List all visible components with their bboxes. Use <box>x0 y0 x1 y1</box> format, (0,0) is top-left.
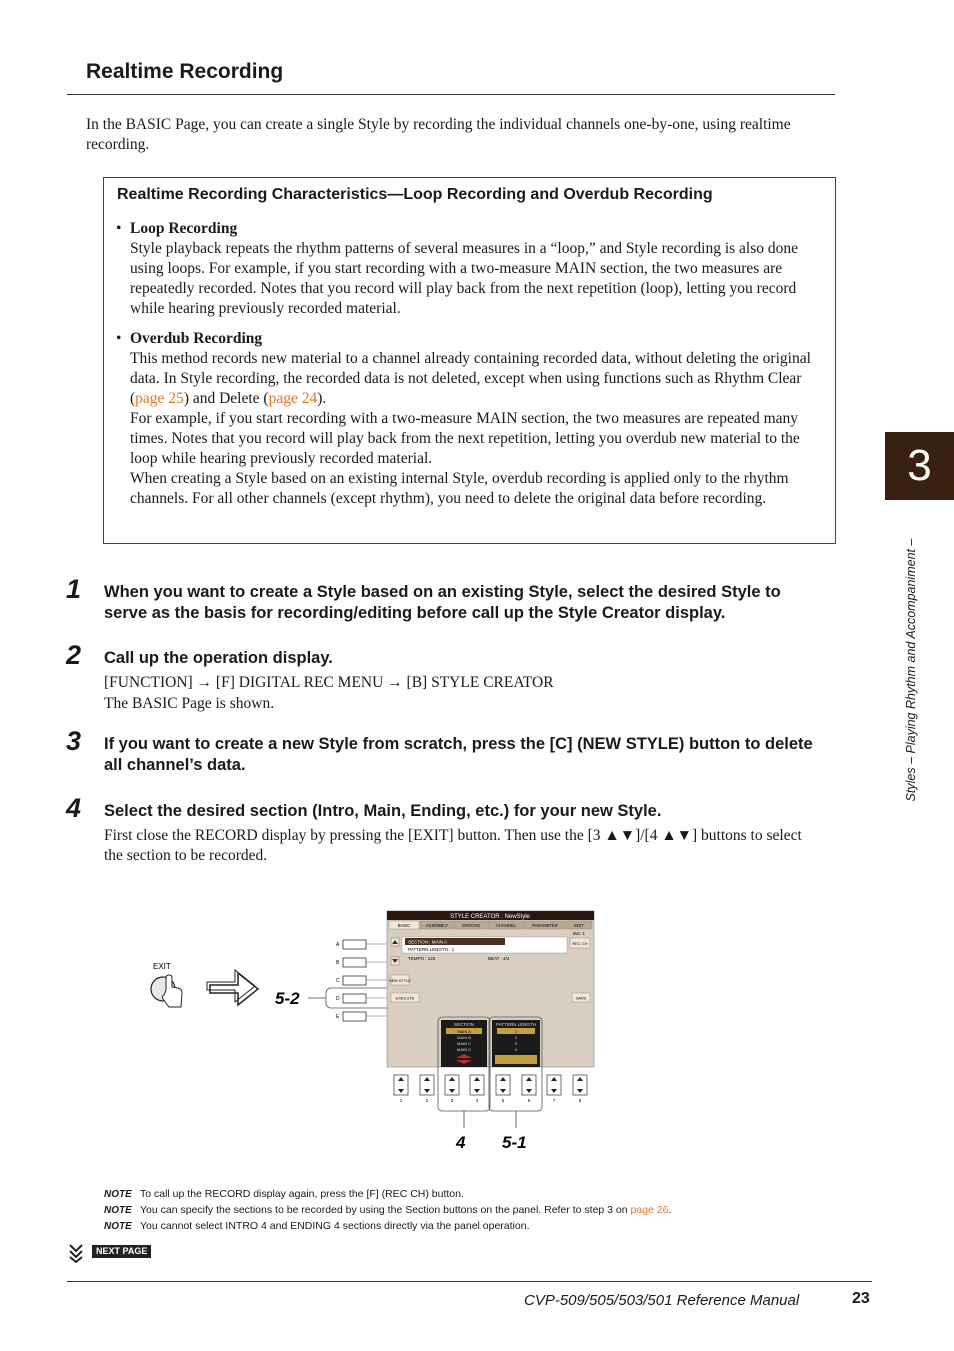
step-4-heading: Select the desired section (Intro, Main, Ending, etc.) for your new Style. <box>104 802 662 820</box>
chapter-tab: 3 <box>885 432 954 500</box>
overdub-recording-text-3: When creating a Style based on an existing internal Style, overdub recording is applied only to the rhythm channels. For all other channels (except rhythm), you need to delete the original data before recording. <box>130 470 789 507</box>
step-1-heading: When you want to create a Style based on an existing Style, select the desired Style to serve as the basis for recording/editing before call up the Style Creator display. <box>104 583 781 622</box>
characteristics-box <box>103 177 836 544</box>
svg-text:MAIN B: MAIN B <box>457 1035 471 1040</box>
button-8[interactable] <box>573 1075 587 1095</box>
svg-text:REC CH: REC CH <box>572 941 588 946</box>
bullet-mark: • <box>116 330 122 347</box>
loop-recording-heading: Loop Recording <box>130 220 238 237</box>
svg-text:1: 1 <box>514 1029 518 1034</box>
step-3-heading: If you want to create a new Style from scratch, press the [C] (NEW STYLE) button to delete all channel’s data. <box>104 735 813 774</box>
step-1-number: 1 <box>66 574 82 604</box>
svg-text:5: 5 <box>501 1098 505 1103</box>
svg-text:3: 3 <box>450 1098 454 1103</box>
button-7[interactable] <box>547 1075 561 1095</box>
callout-4: 4 <box>456 1133 466 1152</box>
svg-text:EXECUTE: EXECUTE <box>395 995 415 1001</box>
button-c[interactable] <box>343 976 366 985</box>
svg-text:NEW STYLE: NEW STYLE <box>389 979 411 983</box>
svg-text:E: E <box>336 1014 340 1020</box>
svg-text:4: 4 <box>514 1047 518 1052</box>
intro-paragraph: In the BASIC Page, you can create a single Style by recording the individual channels one-by-one, using realtime recording. <box>86 116 791 153</box>
step-4-number: 4 <box>66 793 82 823</box>
note-3: You cannot select INTRO 4 and ENDING 4 sections directly via the panel operation. <box>140 1220 530 1232</box>
pattern-row[interactable]: PATTERN LENGTH : 1 <box>408 947 455 952</box>
button-d[interactable] <box>343 994 366 1003</box>
svg-text:D: D <box>336 996 340 1002</box>
bar-indicator: Bar: 1 <box>572 931 585 936</box>
svg-text:C: C <box>336 978 340 984</box>
svg-text:3: 3 <box>514 1041 518 1046</box>
svg-text:PARAMETER: PARAMETER <box>532 923 558 928</box>
svg-text:ASSEMBLY: ASSEMBLY <box>425 923 449 928</box>
step-2-result: The BASIC Page is shown. <box>104 695 275 712</box>
svg-text:4: 4 <box>475 1098 479 1103</box>
note-label-1: NOTE <box>104 1189 132 1200</box>
button-e[interactable] <box>343 1012 366 1021</box>
button-5[interactable] <box>496 1075 510 1095</box>
svg-text:8: 8 <box>578 1098 582 1103</box>
svg-text:EDIT: EDIT <box>574 923 584 928</box>
note-label-2: NOTE <box>104 1205 132 1216</box>
overdub-recording-text-2: For example, if you start recording with a two-measure MAIN section, the two measures are repeated many times. Notes that you record will play back from the next repetition, letting you overdub new material to the loop while hearing previously recorded material. <box>130 410 800 467</box>
svg-text:SECTION: SECTION <box>453 1022 475 1027</box>
left-button-column <box>336 940 387 1021</box>
svg-text:6: 6 <box>527 1098 531 1103</box>
box-title: Realtime Recording Characteristics—Loop Recording and Overdub Recording <box>117 186 713 203</box>
bullet-mark: • <box>116 220 122 237</box>
button-2[interactable] <box>420 1075 434 1095</box>
section-title: Realtime Recording <box>86 60 284 83</box>
exit-label: EXIT <box>153 962 171 971</box>
svg-text:CHANNEL: CHANNEL <box>495 923 517 928</box>
svg-text:SAVE: SAVE <box>575 995 587 1001</box>
svg-text:SECTION : MAIN A: SECTION : MAIN A <box>408 939 448 945</box>
step-2-path: [FUNCTION] → [F] DIGITAL REC MENU → [B] STYLE CREATOR <box>104 674 554 691</box>
note-1: To call up the RECORD display again, press the [F] (REC CH) button. <box>140 1188 464 1200</box>
svg-text:7: 7 <box>552 1098 556 1103</box>
next-page-icon <box>68 1243 88 1263</box>
lcd-screen <box>387 911 594 1067</box>
overdub-recording-heading: Overdub Recording <box>130 330 263 347</box>
svg-text:B: B <box>336 960 340 966</box>
footer-rule <box>67 1281 872 1282</box>
callout-5-2: 5-2 <box>275 989 300 1008</box>
button-4[interactable] <box>470 1075 484 1095</box>
svg-text:2: 2 <box>514 1035 518 1040</box>
loop-recording-text: Style playback repeats the rhythm patterns of several measures in a “loop,” and Style recording is also done using loops. For example, if you start recording with a two-measure MAIN section, the two measures are repeatedly recorded. Notes that you record will play back from the next repetition (loop), letting you record while hearing previously recorded material. <box>130 240 799 317</box>
button-1[interactable] <box>394 1075 408 1095</box>
svg-text:MAIN C: MAIN C <box>457 1041 471 1046</box>
step-4-text: First close the RECORD display by pressing the [EXIT] button. Then use the [3 ▲▼]/[4 ▲▼] buttons to select the section to be recorded. <box>104 827 802 864</box>
svg-text:1: 1 <box>399 1098 403 1103</box>
page-24-link[interactable]: page 24 <box>268 390 318 407</box>
callout-5-1: 5-1 <box>502 1133 527 1152</box>
svg-text:BASIC: BASIC <box>397 923 411 928</box>
page-26-link[interactable]: page 26 <box>630 1204 669 1216</box>
overdub-recording-text-1: This method records new material to a channel already containing recorded data, without deleting the original data. In Style recording, the recorded data is not deleted, except when using functions such as Rhythm Clear (page 25) and Delete (page 24). <box>130 350 811 407</box>
next-page-label: NEXT PAGE <box>92 1245 151 1258</box>
chapter-side-title: Styles – Playing Rhythm and Accompaniment – <box>904 538 918 802</box>
page-25-link[interactable]: page 25 <box>135 390 184 407</box>
bottom-button-row <box>394 1075 587 1103</box>
note-label-3: NOTE <box>104 1221 132 1232</box>
title-rule <box>67 94 835 95</box>
svg-text:PATTERN LENGTH: PATTERN LENGTH <box>496 1022 536 1027</box>
footer-manual-title: CVP-509/505/503/501 Reference Manual <box>524 1292 800 1309</box>
svg-text:A: A <box>336 942 340 948</box>
pattern-length-bar <box>495 1055 537 1064</box>
svg-text:2: 2 <box>425 1098 429 1103</box>
svg-text:MAIN A: MAIN A <box>457 1029 471 1034</box>
page-number: 23 <box>852 1290 870 1307</box>
button-6[interactable] <box>522 1075 536 1095</box>
button-b[interactable] <box>343 958 366 967</box>
step-3-number: 3 <box>66 726 82 756</box>
beat-row: BEAT : 4/4 <box>488 956 510 961</box>
svg-text:MAIN D: MAIN D <box>457 1047 471 1052</box>
button-3[interactable] <box>445 1075 459 1095</box>
style-creator-figure <box>140 900 610 1160</box>
svg-text:GROOVE: GROOVE <box>461 923 481 928</box>
note-2: You can specify the sections to be recorded by using the Section buttons on the panel. Refer to step 3 on page 26. <box>140 1204 672 1216</box>
screen-title: STYLE CREATOR : NewStyle <box>450 914 530 920</box>
step-2-number: 2 <box>66 640 82 670</box>
step-2-heading: Call up the operation display. <box>104 649 333 667</box>
tempo-row: TEMPO : 120 <box>408 956 436 961</box>
button-a[interactable] <box>343 940 366 949</box>
